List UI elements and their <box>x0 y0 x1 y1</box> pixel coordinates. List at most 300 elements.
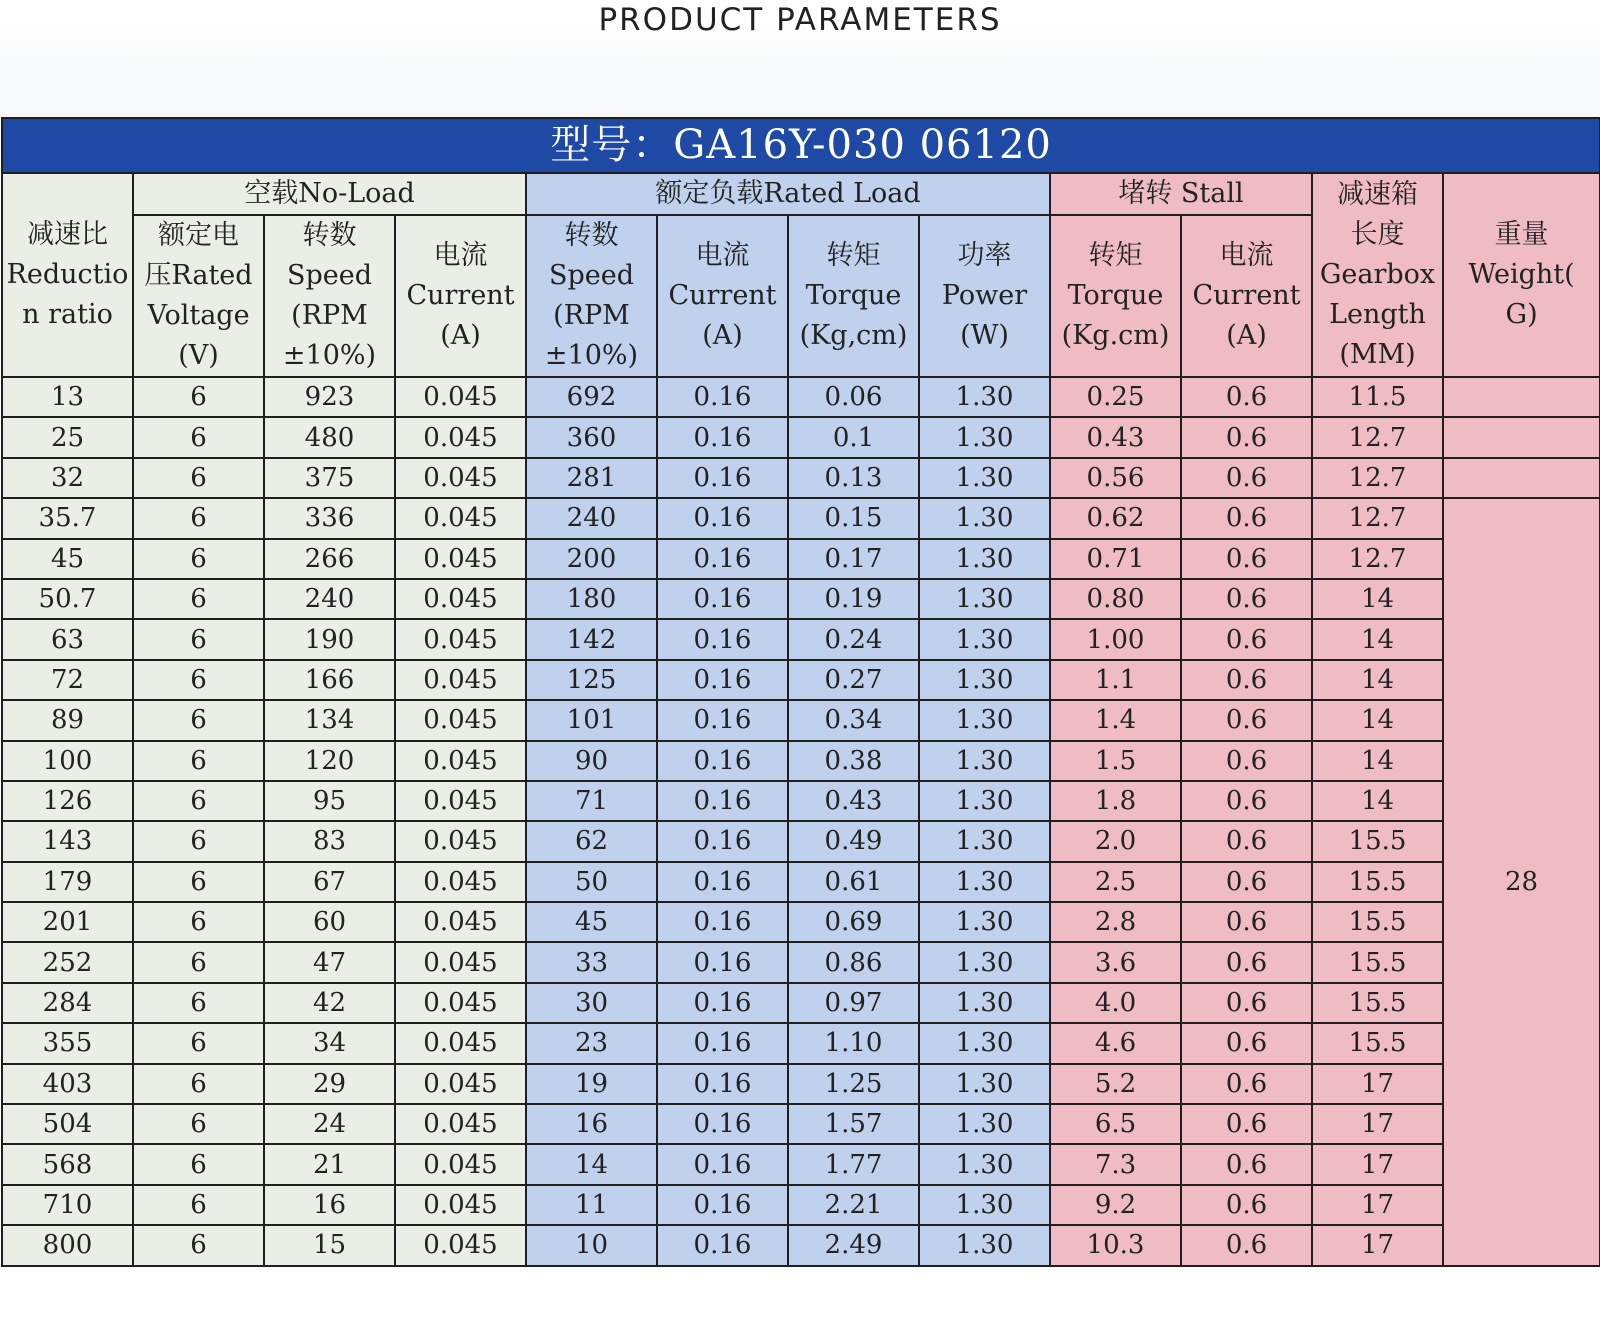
cell-st-torque: 4.0 <box>1050 983 1181 1023</box>
header-line: (RPM <box>553 300 630 331</box>
cell-nl-voltage: 6 <box>133 1144 264 1184</box>
cell-nl-current: 0.045 <box>395 498 526 538</box>
cell-st-torque: 1.5 <box>1050 741 1181 781</box>
header-rl-torque <box>788 215 919 377</box>
cell-nl-voltage: 6 <box>133 458 264 498</box>
cell-st-torque: 1.4 <box>1050 700 1181 740</box>
cell-st-torque: 4.6 <box>1050 1023 1181 1063</box>
cell-nl-current: 0.045 <box>395 1023 526 1063</box>
cell-nl-speed: 375 <box>264 458 395 498</box>
cell-rl-power: 1.30 <box>919 417 1050 457</box>
table-row <box>2 942 1600 982</box>
cell-rl-torque: 1.77 <box>788 1144 919 1184</box>
header-line: Torque <box>1067 280 1164 311</box>
cell-nl-voltage: 6 <box>133 1185 264 1225</box>
cell-gearbox-length: 14 <box>1312 619 1443 659</box>
table-row <box>2 1185 1600 1225</box>
header-line: Speed <box>286 260 373 291</box>
cell-nl-voltage: 6 <box>133 579 264 619</box>
header-stall: 堵转 Stall <box>1050 173 1312 215</box>
cell-nl-speed: 166 <box>264 660 395 700</box>
header-rl-speed <box>526 215 657 377</box>
page-heading: PRODUCT PARAMETERS <box>598 2 1002 38</box>
cell-nl-speed: 15 <box>264 1225 395 1265</box>
header-line: 重量 <box>1494 219 1549 250</box>
header-line: (W) <box>960 320 1009 351</box>
cell-rl-current: 0.16 <box>657 1104 788 1144</box>
cell-nl-current: 0.045 <box>395 741 526 781</box>
cell-nl-current: 0.045 <box>395 862 526 902</box>
table-row <box>2 1144 1600 1184</box>
cell-reduction-ratio: 126 <box>2 781 133 821</box>
header-line: 电流 <box>1219 240 1274 271</box>
cell-rl-current: 0.16 <box>657 377 788 417</box>
cell-st-current: 0.6 <box>1181 862 1312 902</box>
cell-rl-current: 0.16 <box>657 1185 788 1225</box>
cell-rl-torque: 0.13 <box>788 458 919 498</box>
cell-st-torque: 0.43 <box>1050 417 1181 457</box>
cell-rl-current: 0.16 <box>657 862 788 902</box>
cell-nl-current: 0.045 <box>395 942 526 982</box>
cell-gearbox-length: 15.5 <box>1312 983 1443 1023</box>
cell-rl-power: 1.30 <box>919 458 1050 498</box>
cell-reduction-ratio: 143 <box>2 821 133 861</box>
header-line: (Kg,cm) <box>799 320 908 351</box>
header-line: 功率 <box>957 240 1012 271</box>
table-body <box>2 377 1600 1266</box>
header-line: n ratio <box>22 299 113 330</box>
cell-gearbox-length: 17 <box>1312 1185 1443 1225</box>
table-row <box>2 1225 1600 1265</box>
cell-rl-power: 1.30 <box>919 1064 1050 1104</box>
cell-rl-torque: 0.43 <box>788 781 919 821</box>
cell-nl-speed: 47 <box>264 942 395 982</box>
cell-st-torque: 2.0 <box>1050 821 1181 861</box>
cell-st-current: 0.6 <box>1181 1104 1312 1144</box>
cell-rl-power: 1.30 <box>919 377 1050 417</box>
cell-st-torque: 1.8 <box>1050 781 1181 821</box>
header-line: Speed <box>548 260 635 291</box>
cell-nl-voltage: 6 <box>133 821 264 861</box>
header-no-load: 空载No-Load <box>133 173 526 215</box>
parameter-table <box>1 117 1600 1267</box>
header-line: Power <box>941 280 1028 311</box>
cell-reduction-ratio: 100 <box>2 741 133 781</box>
cell-rl-power: 1.30 <box>919 1185 1050 1225</box>
cell-gearbox-length: 14 <box>1312 700 1443 740</box>
cell-nl-voltage: 6 <box>133 1023 264 1063</box>
cell-rl-current: 0.16 <box>657 660 788 700</box>
cell-rl-current: 0.16 <box>657 498 788 538</box>
cell-rl-power: 1.30 <box>919 1225 1050 1265</box>
cell-rl-speed: 11 <box>526 1185 657 1225</box>
header-st-current <box>1181 215 1312 377</box>
cell-reduction-ratio: 25 <box>2 417 133 457</box>
cell-rl-torque: 0.49 <box>788 821 919 861</box>
header-line: Gearbox <box>1319 259 1436 290</box>
cell-nl-voltage: 6 <box>133 660 264 700</box>
cell-reduction-ratio: 201 <box>2 902 133 942</box>
header-line: 减速比 <box>27 219 108 250</box>
cell-weight-empty <box>1443 377 1600 417</box>
cell-nl-current: 0.045 <box>395 539 526 579</box>
cell-rl-speed: 33 <box>526 942 657 982</box>
model-title: 型号：GA16Y-030 06120 <box>2 118 1600 173</box>
cell-nl-voltage: 6 <box>133 902 264 942</box>
cell-rl-torque: 0.38 <box>788 741 919 781</box>
cell-st-current: 0.6 <box>1181 942 1312 982</box>
cell-nl-current: 0.045 <box>395 1225 526 1265</box>
cell-reduction-ratio: 284 <box>2 983 133 1023</box>
cell-st-current: 0.6 <box>1181 377 1312 417</box>
header-line: Length <box>1329 299 1426 330</box>
header-line: Current <box>1192 280 1301 311</box>
cell-nl-speed: 42 <box>264 983 395 1023</box>
cell-nl-speed: 95 <box>264 781 395 821</box>
cell-rl-power: 1.30 <box>919 983 1050 1023</box>
cell-nl-speed: 120 <box>264 741 395 781</box>
header-line: 额定电 <box>158 220 239 251</box>
cell-gearbox-length: 11.5 <box>1312 377 1443 417</box>
header-line: (A) <box>702 320 743 351</box>
cell-nl-voltage: 6 <box>133 498 264 538</box>
cell-reduction-ratio: 504 <box>2 1104 133 1144</box>
cell-st-torque: 7.3 <box>1050 1144 1181 1184</box>
cell-rl-speed: 62 <box>526 821 657 861</box>
cell-nl-voltage: 6 <box>133 781 264 821</box>
table-row <box>2 1064 1600 1104</box>
header-nl-speed <box>264 215 395 377</box>
cell-gearbox-length: 15.5 <box>1312 942 1443 982</box>
table-row <box>2 1104 1600 1144</box>
cell-st-torque: 6.5 <box>1050 1104 1181 1144</box>
table-row <box>2 539 1600 579</box>
cell-reduction-ratio: 45 <box>2 539 133 579</box>
header-line: Reductio <box>6 259 129 290</box>
cell-nl-voltage: 6 <box>133 1225 264 1265</box>
header-line: ±10%) <box>282 340 377 371</box>
cell-gearbox-length: 15.5 <box>1312 821 1443 861</box>
cell-st-torque: 0.80 <box>1050 579 1181 619</box>
cell-st-torque: 0.62 <box>1050 498 1181 538</box>
cell-rl-speed: 125 <box>526 660 657 700</box>
cell-nl-speed: 24 <box>264 1104 395 1144</box>
header-line: (A) <box>1226 320 1267 351</box>
cell-reduction-ratio: 179 <box>2 862 133 902</box>
header-line: Voltage <box>147 300 250 331</box>
cell-nl-speed: 60 <box>264 902 395 942</box>
cell-reduction-ratio: 50.7 <box>2 579 133 619</box>
header-line: 长度 <box>1350 219 1405 250</box>
cell-rl-current: 0.16 <box>657 741 788 781</box>
cell-rl-torque: 2.21 <box>788 1185 919 1225</box>
cell-rl-speed: 10 <box>526 1225 657 1265</box>
table-row <box>2 417 1600 457</box>
header-line: (V) <box>178 340 219 371</box>
table-row <box>2 458 1600 498</box>
cell-st-current: 0.6 <box>1181 1023 1312 1063</box>
cell-st-current: 0.6 <box>1181 539 1312 579</box>
cell-nl-speed: 240 <box>264 579 395 619</box>
cell-rl-current: 0.16 <box>657 1144 788 1184</box>
cell-rl-current: 0.16 <box>657 619 788 659</box>
cell-nl-current: 0.045 <box>395 781 526 821</box>
cell-reduction-ratio: 72 <box>2 660 133 700</box>
table-row <box>2 700 1600 740</box>
cell-rl-current: 0.16 <box>657 821 788 861</box>
cell-nl-current: 0.045 <box>395 660 526 700</box>
header-rated-load: 额定负载Rated Load <box>526 173 1050 215</box>
cell-gearbox-length: 17 <box>1312 1225 1443 1265</box>
header-line: 转数 <box>302 220 357 251</box>
cell-nl-voltage: 6 <box>133 862 264 902</box>
cell-rl-torque: 0.34 <box>788 700 919 740</box>
header-line: 电流 <box>433 240 488 271</box>
header-line: (A) <box>440 320 481 351</box>
header-reduction-ratio <box>2 173 133 377</box>
cell-nl-current: 0.045 <box>395 458 526 498</box>
header-line: G) <box>1505 299 1538 330</box>
cell-rl-speed: 281 <box>526 458 657 498</box>
cell-st-torque: 2.8 <box>1050 902 1181 942</box>
cell-nl-voltage: 6 <box>133 619 264 659</box>
cell-rl-speed: 200 <box>526 539 657 579</box>
cell-st-current: 0.6 <box>1181 1144 1312 1184</box>
cell-rl-torque: 0.1 <box>788 417 919 457</box>
cell-st-current: 0.6 <box>1181 619 1312 659</box>
header-line: 转矩 <box>826 240 881 271</box>
cell-rl-speed: 14 <box>526 1144 657 1184</box>
cell-st-current: 0.6 <box>1181 458 1312 498</box>
header-line: Current <box>406 280 515 311</box>
cell-nl-voltage: 6 <box>133 1064 264 1104</box>
cell-rl-speed: 90 <box>526 741 657 781</box>
cell-rl-current: 0.16 <box>657 781 788 821</box>
cell-rl-speed: 71 <box>526 781 657 821</box>
cell-rl-speed: 45 <box>526 902 657 942</box>
cell-reduction-ratio: 710 <box>2 1185 133 1225</box>
cell-rl-power: 1.30 <box>919 700 1050 740</box>
table-row <box>2 821 1600 861</box>
cell-gearbox-length: 17 <box>1312 1104 1443 1144</box>
cell-gearbox-length: 14 <box>1312 660 1443 700</box>
cell-gearbox-length: 12.7 <box>1312 539 1443 579</box>
cell-st-torque: 1.00 <box>1050 619 1181 659</box>
header-st-torque <box>1050 215 1181 377</box>
cell-rl-torque: 0.97 <box>788 983 919 1023</box>
cell-rl-current: 0.16 <box>657 1023 788 1063</box>
header-nl-voltage <box>133 215 264 377</box>
cell-st-current: 0.6 <box>1181 498 1312 538</box>
header-line: ±10%) <box>544 340 639 371</box>
cell-rl-power: 1.30 <box>919 862 1050 902</box>
cell-gearbox-length: 14 <box>1312 741 1443 781</box>
table-row <box>2 498 1600 538</box>
cell-nl-current: 0.045 <box>395 619 526 659</box>
cell-st-current: 0.6 <box>1181 579 1312 619</box>
cell-reduction-ratio: 355 <box>2 1023 133 1063</box>
header-line: 压Rated <box>144 260 253 291</box>
cell-rl-power: 1.30 <box>919 539 1050 579</box>
cell-nl-speed: 34 <box>264 1023 395 1063</box>
cell-nl-current: 0.045 <box>395 1064 526 1104</box>
cell-gearbox-length: 17 <box>1312 1064 1443 1104</box>
cell-nl-current: 0.045 <box>395 821 526 861</box>
cell-rl-torque: 0.15 <box>788 498 919 538</box>
header-line: 减速箱 <box>1337 179 1418 210</box>
cell-nl-voltage: 6 <box>133 700 264 740</box>
cell-st-current: 0.6 <box>1181 902 1312 942</box>
cell-rl-speed: 30 <box>526 983 657 1023</box>
cell-st-torque: 10.3 <box>1050 1225 1181 1265</box>
cell-rl-torque: 0.17 <box>788 539 919 579</box>
cell-rl-torque: 0.61 <box>788 862 919 902</box>
cell-rl-current: 0.16 <box>657 700 788 740</box>
cell-st-torque: 9.2 <box>1050 1185 1181 1225</box>
cell-reduction-ratio: 63 <box>2 619 133 659</box>
table-row <box>2 619 1600 659</box>
cell-st-current: 0.6 <box>1181 983 1312 1023</box>
cell-st-torque: 0.71 <box>1050 539 1181 579</box>
table-row <box>2 741 1600 781</box>
cell-weight: 28 <box>1443 498 1600 1265</box>
cell-rl-power: 1.30 <box>919 498 1050 538</box>
cell-rl-torque: 0.69 <box>788 902 919 942</box>
cell-reduction-ratio: 35.7 <box>2 498 133 538</box>
cell-nl-speed: 190 <box>264 619 395 659</box>
cell-rl-torque: 0.24 <box>788 619 919 659</box>
cell-nl-voltage: 6 <box>133 1104 264 1144</box>
cell-st-torque: 1.1 <box>1050 660 1181 700</box>
cell-nl-speed: 266 <box>264 539 395 579</box>
cell-rl-torque: 0.06 <box>788 377 919 417</box>
cell-nl-current: 0.045 <box>395 417 526 457</box>
cell-nl-voltage: 6 <box>133 983 264 1023</box>
header-line: (RPM <box>291 300 368 331</box>
cell-rl-torque: 1.57 <box>788 1104 919 1144</box>
cell-nl-voltage: 6 <box>133 741 264 781</box>
cell-rl-power: 1.30 <box>919 579 1050 619</box>
cell-nl-current: 0.045 <box>395 902 526 942</box>
header-rl-power <box>919 215 1050 377</box>
cell-rl-torque: 1.25 <box>788 1064 919 1104</box>
cell-rl-torque: 0.27 <box>788 660 919 700</box>
cell-st-current: 0.6 <box>1181 1185 1312 1225</box>
cell-nl-speed: 83 <box>264 821 395 861</box>
cell-rl-current: 0.16 <box>657 902 788 942</box>
cell-nl-speed: 16 <box>264 1185 395 1225</box>
cell-rl-torque: 1.10 <box>788 1023 919 1063</box>
cell-st-torque: 2.5 <box>1050 862 1181 902</box>
cell-rl-speed: 360 <box>526 417 657 457</box>
cell-rl-power: 1.30 <box>919 942 1050 982</box>
cell-st-current: 0.6 <box>1181 660 1312 700</box>
cell-reduction-ratio: 800 <box>2 1225 133 1265</box>
cell-gearbox-length: 17 <box>1312 1144 1443 1184</box>
cell-st-current: 0.6 <box>1181 741 1312 781</box>
header-line: Current <box>668 280 777 311</box>
cell-rl-current: 0.16 <box>657 539 788 579</box>
header-line: 电流 <box>695 240 750 271</box>
cell-st-torque: 3.6 <box>1050 942 1181 982</box>
cell-reduction-ratio: 89 <box>2 700 133 740</box>
header-line: (Kg.cm) <box>1061 320 1170 351</box>
cell-st-current: 0.6 <box>1181 700 1312 740</box>
cell-nl-speed: 134 <box>264 700 395 740</box>
cell-rl-power: 1.30 <box>919 741 1050 781</box>
table-row <box>2 781 1600 821</box>
cell-nl-speed: 336 <box>264 498 395 538</box>
cell-nl-speed: 21 <box>264 1144 395 1184</box>
cell-rl-current: 0.16 <box>657 942 788 982</box>
header-rl-current <box>657 215 788 377</box>
cell-rl-speed: 142 <box>526 619 657 659</box>
cell-gearbox-length: 15.5 <box>1312 902 1443 942</box>
cell-st-current: 0.6 <box>1181 1064 1312 1104</box>
cell-gearbox-length: 12.7 <box>1312 498 1443 538</box>
cell-rl-speed: 16 <box>526 1104 657 1144</box>
table-row <box>2 862 1600 902</box>
cell-rl-current: 0.16 <box>657 579 788 619</box>
cell-reduction-ratio: 252 <box>2 942 133 982</box>
cell-nl-voltage: 6 <box>133 942 264 982</box>
cell-reduction-ratio: 403 <box>2 1064 133 1104</box>
cell-rl-current: 0.16 <box>657 1064 788 1104</box>
cell-rl-torque: 0.19 <box>788 579 919 619</box>
cell-rl-current: 0.16 <box>657 1225 788 1265</box>
cell-nl-voltage: 6 <box>133 377 264 417</box>
cell-rl-speed: 240 <box>526 498 657 538</box>
cell-nl-current: 0.045 <box>395 1144 526 1184</box>
cell-st-torque: 0.56 <box>1050 458 1181 498</box>
cell-rl-speed: 101 <box>526 700 657 740</box>
cell-rl-power: 1.30 <box>919 660 1050 700</box>
cell-rl-power: 1.30 <box>919 821 1050 861</box>
cell-gearbox-length: 14 <box>1312 781 1443 821</box>
cell-gearbox-length: 12.7 <box>1312 458 1443 498</box>
cell-nl-speed: 29 <box>264 1064 395 1104</box>
cell-rl-speed: 692 <box>526 377 657 417</box>
header-weight <box>1443 173 1600 377</box>
header-line: 转数 <box>564 220 619 251</box>
cell-reduction-ratio: 13 <box>2 377 133 417</box>
cell-nl-speed: 923 <box>264 377 395 417</box>
cell-rl-torque: 2.49 <box>788 1225 919 1265</box>
table-row <box>2 902 1600 942</box>
cell-weight-empty <box>1443 417 1600 457</box>
cell-nl-voltage: 6 <box>133 417 264 457</box>
table-row <box>2 983 1600 1023</box>
cell-rl-current: 0.16 <box>657 458 788 498</box>
cell-reduction-ratio: 568 <box>2 1144 133 1184</box>
cell-nl-voltage: 6 <box>133 539 264 579</box>
cell-st-torque: 0.25 <box>1050 377 1181 417</box>
cell-nl-current: 0.045 <box>395 983 526 1023</box>
cell-rl-power: 1.30 <box>919 902 1050 942</box>
cell-rl-speed: 19 <box>526 1064 657 1104</box>
cell-nl-current: 0.045 <box>395 579 526 619</box>
cell-rl-power: 1.30 <box>919 781 1050 821</box>
header-line: (MM) <box>1339 339 1416 370</box>
cell-rl-speed: 23 <box>526 1023 657 1063</box>
cell-nl-current: 0.045 <box>395 377 526 417</box>
cell-nl-current: 0.045 <box>395 1104 526 1144</box>
cell-weight-empty <box>1443 458 1600 498</box>
cell-st-current: 0.6 <box>1181 781 1312 821</box>
cell-gearbox-length: 15.5 <box>1312 1023 1443 1063</box>
cell-rl-speed: 50 <box>526 862 657 902</box>
header-line: 转矩 <box>1088 240 1143 271</box>
